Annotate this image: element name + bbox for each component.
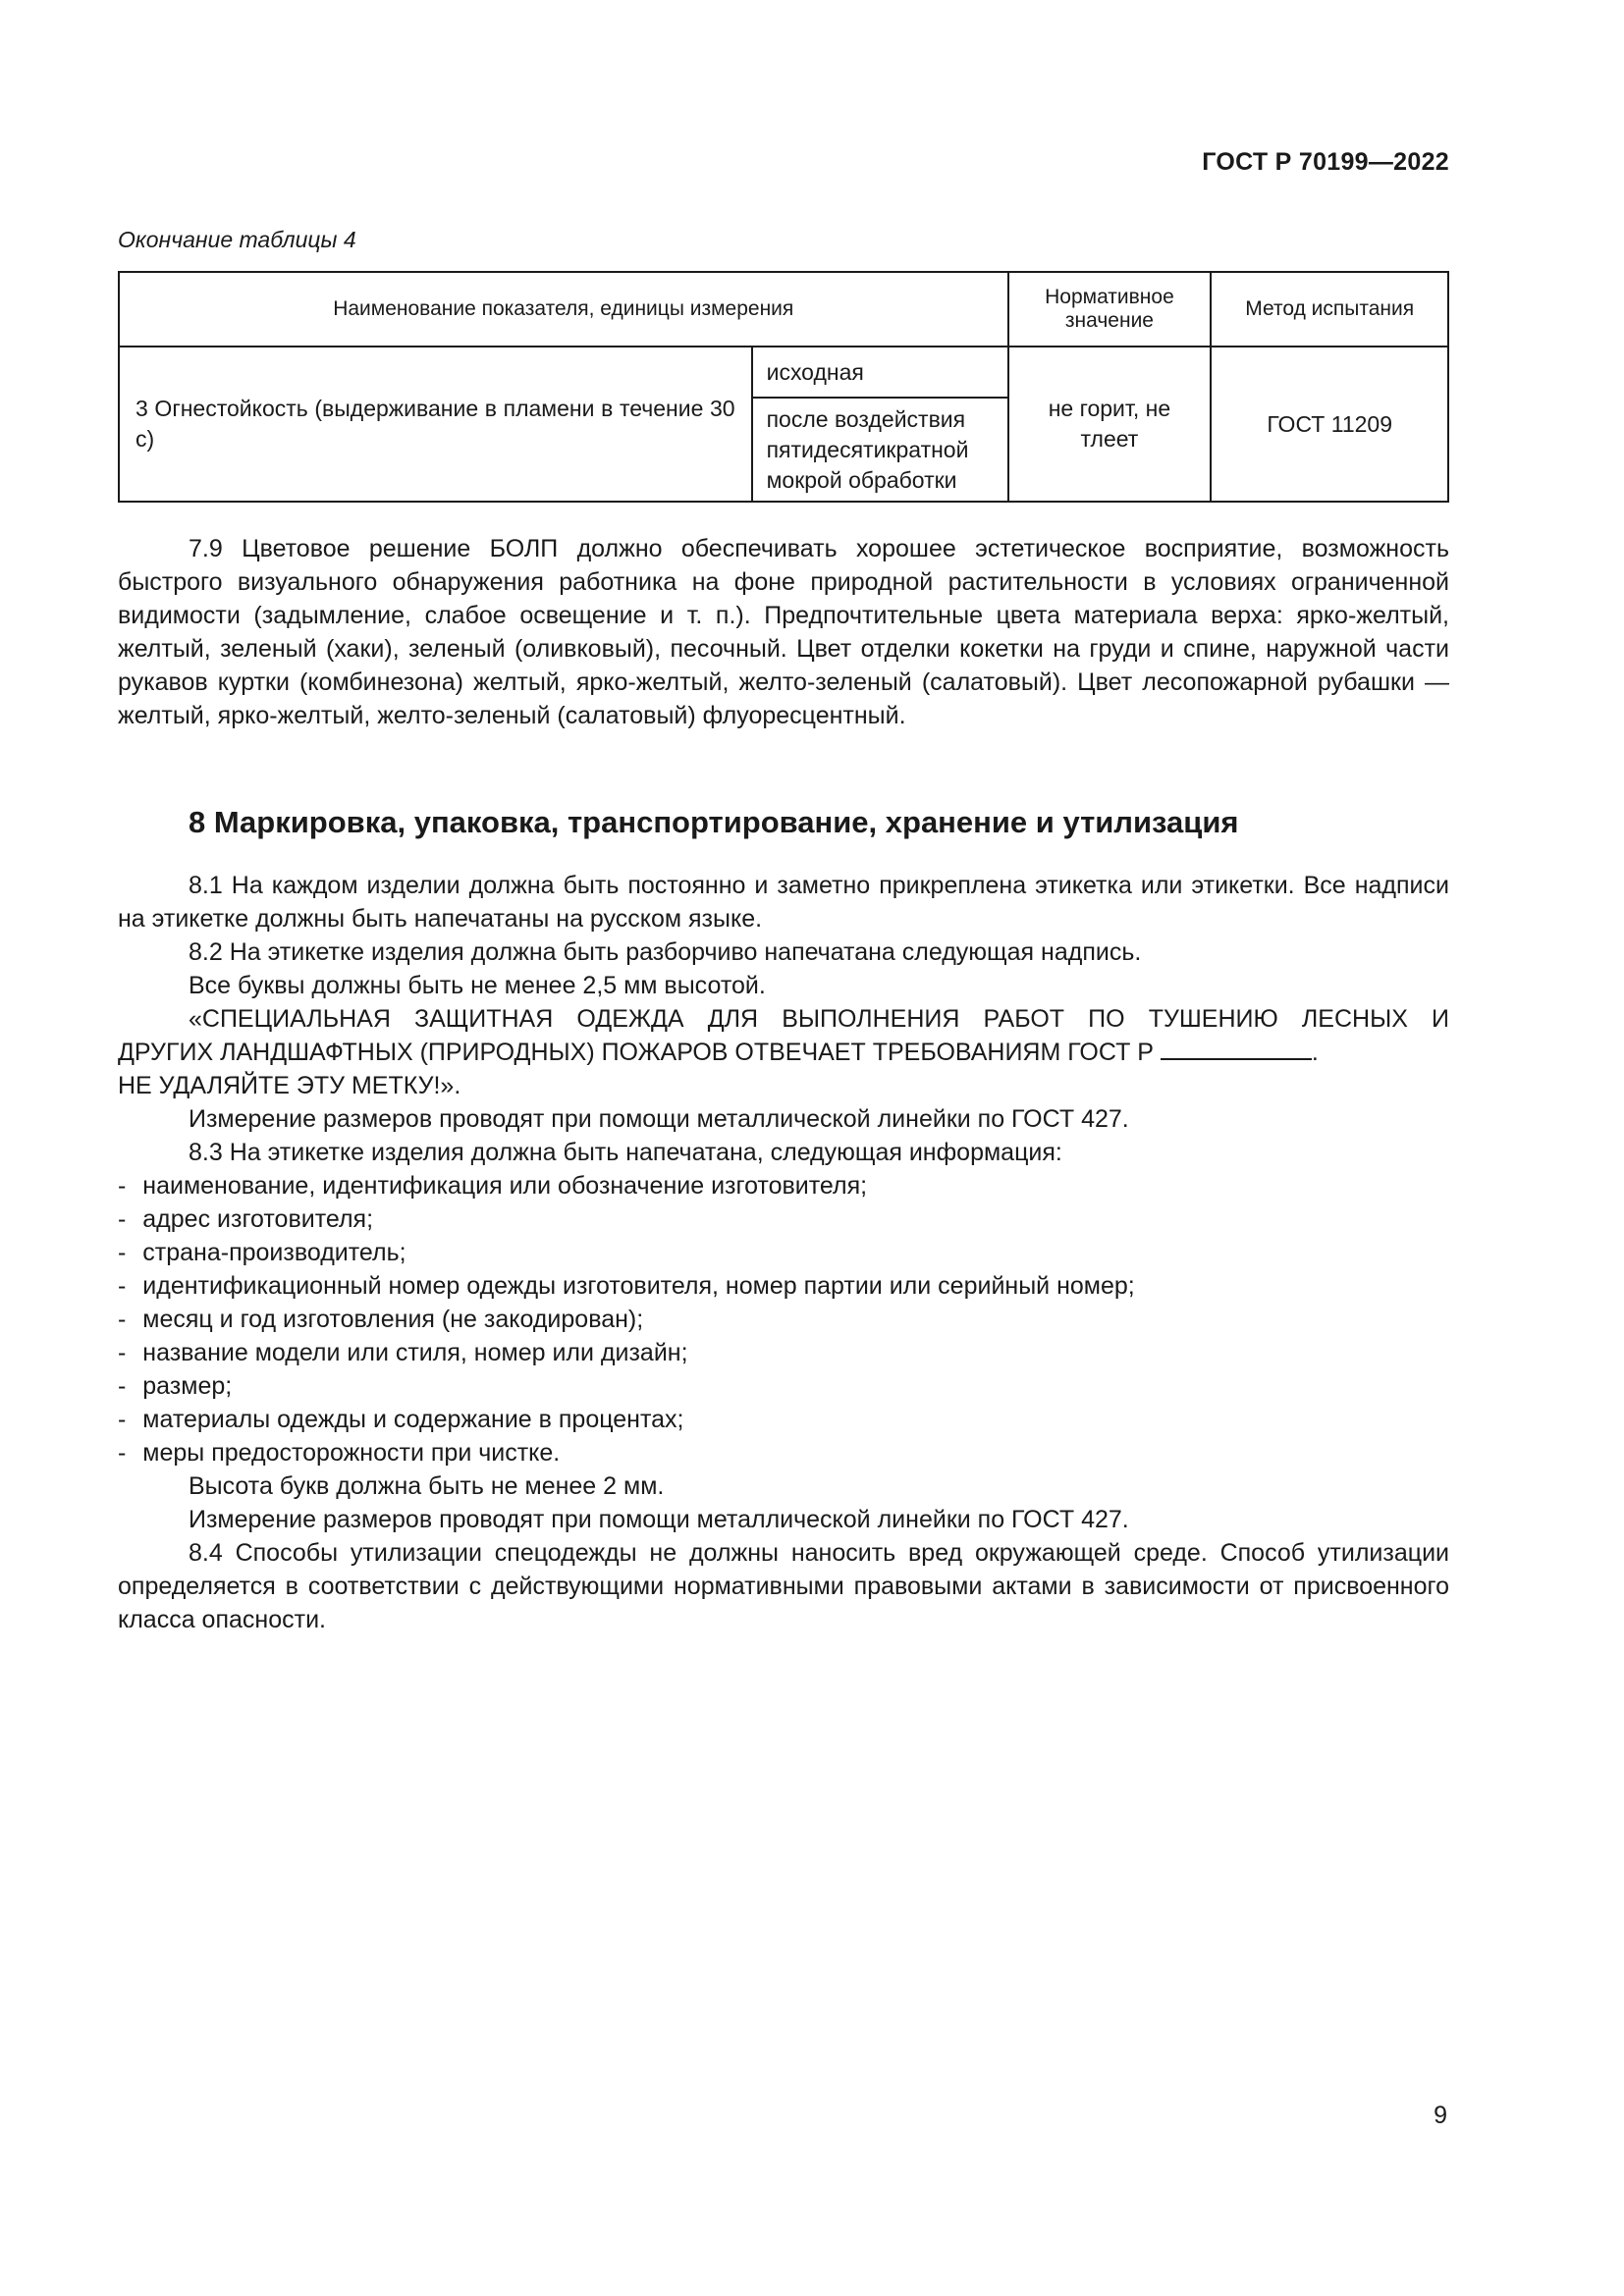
header-test-method: Метод испытания	[1211, 272, 1448, 347]
paragraph-8-3: 8.3 На этикетке изделия должна быть напечатана, следующая информация:	[189, 1139, 1062, 1166]
cell-condition-after-wash: после воздействия пятидесятикратной мокрой обработки	[752, 398, 1008, 502]
label-text-line-2-text: ДРУГИХ ЛАНДШАФТНЫХ (ПРИРОДНЫХ) ПОЖАРОВ ОТВЕЧАЕТ ТРЕБОВАНИЯМ ГОСТ Р	[118, 1039, 1154, 1066]
list-item-text: меры предосторожности при чистке.	[142, 1439, 561, 1467]
header-norm-value: Нормативное значение	[1008, 272, 1212, 347]
spec-table	[118, 271, 1449, 503]
list-item-text: размер;	[142, 1372, 233, 1400]
section-8-body	[118, 869, 1449, 1636]
list-item: - месяц и год изготовления (не закодирован);	[118, 1306, 644, 1333]
list-item-text: материалы одежды и содержание в процентах;	[142, 1406, 684, 1433]
list-item-text: адрес изготовителя;	[142, 1205, 374, 1233]
list-item: - материалы одежды и содержание в процентах;	[118, 1406, 684, 1433]
paragraph-7-9-block	[118, 532, 1449, 732]
paragraph-8-2: 8.2 На этикетке изделия должна быть разборчиво напечатана следующая надпись.	[189, 938, 1142, 966]
table-caption: Окончание таблицы 4	[118, 227, 356, 252]
table-row	[119, 347, 1448, 398]
cell-test-method: ГОСТ 11209	[1211, 347, 1448, 502]
list-item: - страна-производитель;	[118, 1239, 406, 1266]
cell-norm-value: не горит, не тлеет	[1008, 347, 1212, 502]
label-text-line-1: «СПЕЦИАЛЬНАЯ ЗАЩИТНАЯ ОДЕЖДА ДЛЯ ВЫПОЛНЕНИЯ РАБОТ ПО ТУШЕНИЮ ЛЕСНЫХ И	[189, 1005, 1449, 1033]
list-item: - наименование, идентификация или обозначение изготовителя;	[118, 1172, 868, 1200]
section-8-heading: 8 Маркировка, упаковка, транспортирование, хранение и утилизация	[189, 805, 1239, 839]
cell-indicator-name: 3 Огнестойкость (выдерживание в пламени в течение 30 с)	[119, 347, 752, 502]
list-item: - меры предосторожности при чистке.	[118, 1439, 561, 1467]
paragraph-8-4: 8.4 Способы утилизации спецодежды не должны наносить вред окружающей среде. Способ утилизации определяется в соответствии с действующими нормативными правовыми актами в зависимости от присвоенного класса опасности.	[118, 1539, 1449, 1633]
paragraph-7-9: 7.9 Цветовое решение БОЛП должно обеспечивать хорошее эстетическое восприятие, возможность быстрого визуального обнаружения работника на фоне природной растительности в условиях ограниченной видимости (задымление, слабое освещение и т. п.). Предпочтительные цвета материала верха: ярко-желтый, желтый, зеленый (хаки), зеленый (оливковый), песочный. Цвет отделки кокетки на груди и спине, наружной части рукавов куртки (комбинезона) желтый, ярко-желтый, желто-зеленый (салатовый). Цвет лесопожарной рубашки — желтый, ярко-желтый, желто-зеленый (салатовый) флуоресцентный.	[118, 535, 1449, 729]
list-item-text: идентификационный номер одежды изготовителя, номер партии или серийный номер;	[142, 1272, 1135, 1300]
list-item-text: страна-производитель;	[142, 1239, 406, 1266]
letters-height-note-2: Высота букв должна быть не менее 2 мм.	[189, 1472, 665, 1500]
list-item-text: название модели или стиля, номер или дизайн;	[142, 1339, 688, 1366]
cell-condition-initial: исходная	[752, 347, 1008, 398]
list-item: - название модели или стиля, номер или дизайн;	[118, 1339, 688, 1366]
measurement-note-1: Измерение размеров проводят при помощи металлической линейки по ГОСТ 427.	[189, 1105, 1129, 1133]
header-indicator-name: Наименование показателя, единицы измерения	[119, 272, 1008, 347]
measurement-note-2: Измерение размеров проводят при помощи металлической линейки по ГОСТ 427.	[189, 1506, 1129, 1533]
list-item-text: наименование, идентификация или обозначение изготовителя;	[142, 1172, 868, 1200]
label-text-line-3: НЕ УДАЛЯЙТЕ ЭТУ МЕТКУ!».	[118, 1072, 461, 1099]
gost-number-blank	[1161, 1037, 1312, 1060]
document-code: ГОСТ Р 70199—2022	[1202, 148, 1449, 176]
list-item: - размер;	[118, 1372, 233, 1400]
page-number: 9	[1434, 2102, 1447, 2129]
list-item-text: месяц и год изготовления (не закодирован);	[142, 1306, 644, 1333]
list-item: - адрес изготовителя;	[118, 1205, 374, 1233]
label-text-line-2: ДРУГИХ ЛАНДШАФТНЫХ (ПРИРОДНЫХ) ПОЖАРОВ ОТВЕЧАЕТ ТРЕБОВАНИЯМ ГОСТ Р .	[118, 1039, 1319, 1066]
table-header-row	[119, 272, 1448, 347]
label-info-list	[118, 1169, 1449, 1469]
letters-height-note-1: Все буквы должны быть не менее 2,5 мм высотой.	[189, 972, 766, 999]
paragraph-8-1: 8.1 На каждом изделии должна быть постоянно и заметно прикреплена этикетка или этикетки. Все надписи на этикетке должны быть напечатаны на русском языке.	[118, 872, 1449, 933]
list-item: - идентификационный номер одежды изготовителя, номер партии или серийный номер;	[118, 1272, 1135, 1300]
